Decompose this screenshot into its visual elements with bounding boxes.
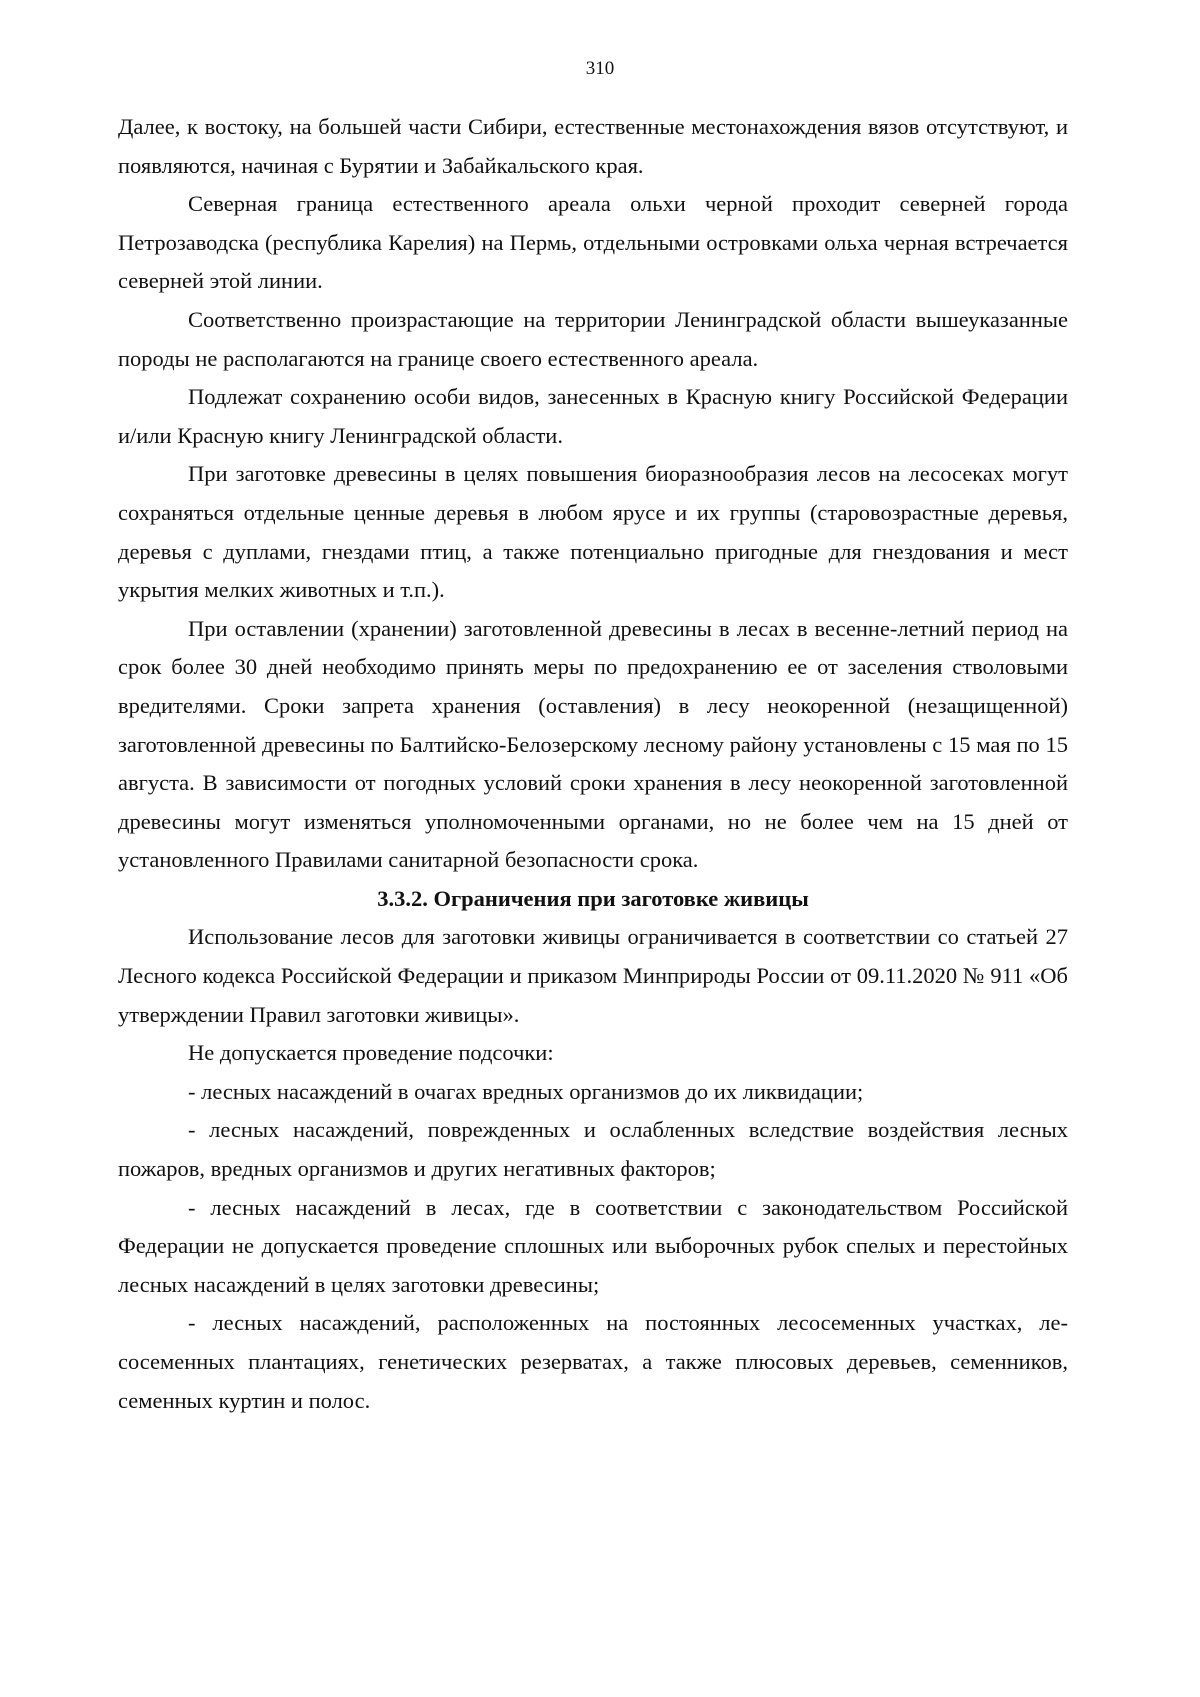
paragraph-range-boundary: Соответственно произрастающие на территории Ленинградской области вышеуказанные породы не располагаются на границе своего естественного ареала. [118, 306, 1068, 371]
paragraph-tapping-not-allowed: Не допускается проведение подсочки: [188, 1040, 554, 1066]
paragraph-olha-northern-border: Северная граница естественного ареала ольхи черной проходит северней города Петрозаводска (республика Карелия) на Пермь, отдельными островками ольха черная встречается северней этой линии. [118, 191, 1068, 294]
paragraph-vyaz-distribution: Далее, к востоку, на большей части Сибири, естественные местонахождения вязов отсутствуют, и появляются, начиная с Бурятии и Забайкальского края. [118, 114, 1068, 178]
paragraph-red-book: Подлежат сохранению особи видов, занесенных в Красную книгу Российской Федерации и/или Красную книгу Ленинградской области. [118, 384, 1068, 448]
page-number: 310 [585, 58, 615, 79]
list-item-pest-foci: - лесных насаждений в очагах вредных организмов до их ликвидации; [188, 1078, 864, 1104]
list-item-seed-plots: - лесных насаждений, расположенных на постоянных лесосеменных участках, лесосеменных плантациях, генетических резерватах, а также плюсовых деревьев, семенников, семенных куртин и полос. [118, 1310, 1068, 1413]
list-item-felling-prohibited: - лесных насаждений в лесах, где в соответствии с законодательством Российской Федерации не допускается проведение сплошных или выборочных рубок спелых и перестойных лесных насаждений в целях заготовки древесины; [118, 1194, 1068, 1297]
paragraph-wood-storage: При оставлении (хранении) заготовленной древесины в лесах в весенне-летний период на срок более 30 дней необходимо принять меры по предохранению ее от заселения стволовыми вредителями. Сроки запрета хранения (оставления) в лесу неокоренной (незащищенной) заготовленной древесины по Балтийско-Белозерскому лесному району установлены с 15 мая по 15 августа. В зависимости от погодных условий сроки хранения в лесу неокоренной заготовленной древесины могут изменяться уполномоченными органами, но не более чем на 15 дней от установленного Правилами санитарной безопасности срока. [118, 615, 1068, 873]
paragraph-resin-harvest-rules: Использование лесов для заготовки живицы ограничивается в соответствии со статьей 27 Лесного кодекса Российской Федерации и приказом Минприроды России от 09.11.2020 № 911 «Об утверждении Правил заготовки живицы». [118, 924, 1068, 1027]
section-heading: 3.3.2. Ограничения при заготовке живицы [377, 885, 809, 911]
list-item-damaged-stands: - лесных насаждений, поврежденных и ослабленных вследствие воздействия лесных пожаров, вредных организмов и других негативных факторов; [118, 1117, 1068, 1182]
paragraph-biodiversity-trees: При заготовке древесины в целях повышения биоразнообразия лесов на лесосеках могут сохраняться отдельные ценные деревья в любом ярусе и их группы (старовозрастные деревья, деревья с дуплами, гнездами птиц, а также потенциально пригодные для гнездования и мест укрытия мелких животных и т.п.). [118, 461, 1068, 603]
body-text [118, 108, 1068, 1420]
